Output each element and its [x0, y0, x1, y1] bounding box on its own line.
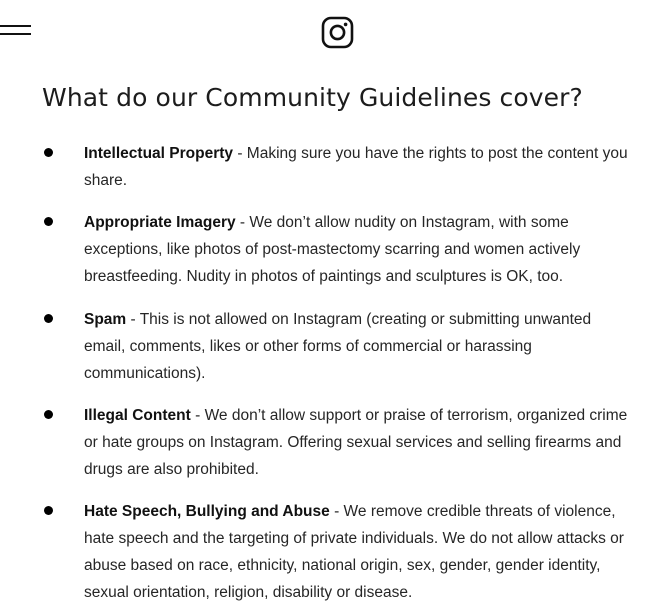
bullet-icon [44, 314, 53, 323]
page-title: What do our Community Guidelines cover? [42, 83, 583, 112]
item-title: Spam [84, 311, 127, 328]
item-text [84, 140, 632, 194]
item-title: Illegal Content [84, 407, 191, 424]
item-text [84, 402, 632, 483]
item-description: This is not allowed on Instagram (creating or submitting unwanted email, comments, likes or other forms of commercial or harassing communications). [84, 311, 592, 382]
bullet-icon [44, 148, 53, 157]
item-separator: - [190, 407, 205, 424]
item-text [84, 306, 632, 387]
item-description: We don’t allow nudity on Instagram, with some exceptions, like photos of post-mastectomy scarring and women actively breastfeeding. Nudity in photos of paintings and sculptures is OK, too. [84, 214, 581, 285]
item-separator: - [235, 214, 250, 231]
item-text [84, 498, 632, 606]
header [0, 0, 646, 64]
item-title: Appropriate Imagery [84, 214, 236, 231]
item-title: Hate Speech, Bullying and Abuse [84, 503, 330, 520]
item-separator: - [233, 145, 247, 162]
item-description: Making sure you have the rights to post the content you share. [84, 145, 628, 189]
item-description: We remove credible threats of violence, hate speech and the targeting of private individuals. We do not allow attacks or abuse based on race, ethnicity, national origin, sex, gender, gender identity, sexual orientation, religion, disability or disease. [84, 503, 624, 601]
item-separator: - [329, 503, 344, 520]
item-separator: - [126, 311, 140, 328]
bullet-icon [44, 410, 53, 419]
hamburger-menu-icon[interactable] [0, 22, 34, 44]
item-title: Intellectual Property [84, 145, 234, 162]
item-text [84, 209, 632, 290]
instagram-logo-icon[interactable] [321, 16, 354, 49]
item-description: We don’t allow support or praise of terrorism, organized crime or hate groups on Instagram. Offering sexual services and selling firearms and drugs are also prohibited. [84, 407, 628, 478]
menu-line [0, 25, 31, 27]
menu-line [0, 33, 31, 35]
bullet-icon [44, 506, 53, 515]
bullet-icon [44, 217, 53, 226]
